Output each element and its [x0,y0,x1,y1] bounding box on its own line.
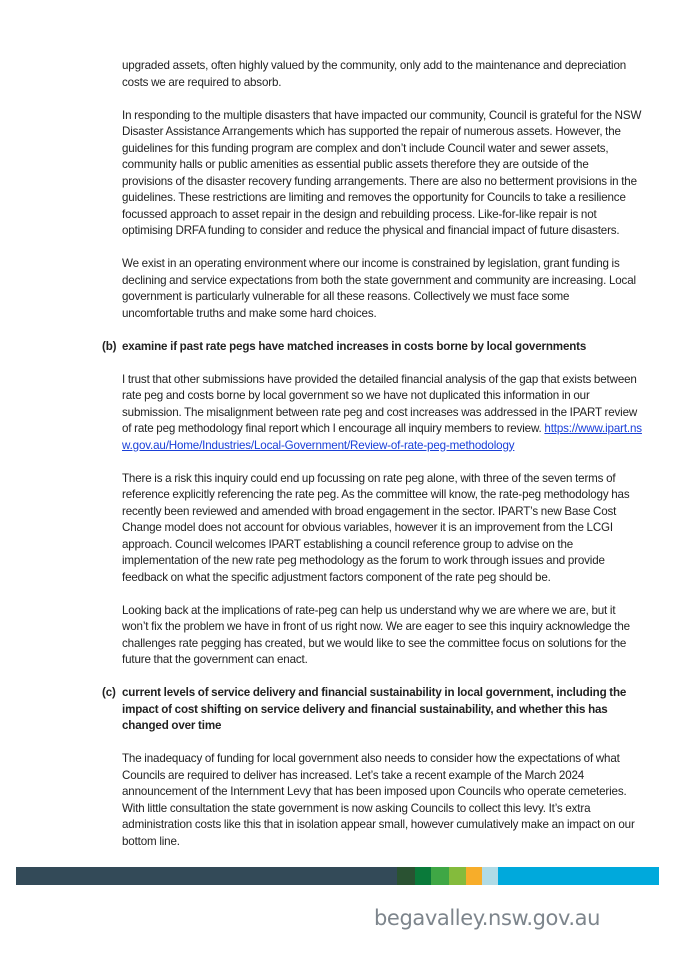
section-b-paragraph-1 [122,372,642,455]
footer-band-segment [466,867,482,885]
footer-website-logo: begavalley.nsw.gov.au [374,906,601,930]
footer-band-segment [415,867,431,885]
paragraph-intro-2: In responding to the multiple disasters that have impacted our community, Council is grateful for the NSW Disaster Assistance Arrangements which has supported the repair of numerous assets. However, the guidelines for this funding program are complex and don’t include Council water and sewer assets, community halls or public amenities as essential public assets therefore they are outside of the provisions of the disaster recovery funding arrangements. There are also no betterment provisions in the guidelines. These restrictions are limiting and removes the opportunity for Councils to take a resilience focussed approach to asset repair in the design and rebuilding process. Like-for-like repair is not optimising DRFA funding to consider and reduce the physical and financial impact of future disasters. [122,108,642,237]
paragraph-intro-1: upgraded assets, often highly valued by the community, only add to the maintenance and depreciation costs we are required to absorb. [122,59,627,89]
footer-band-segment [431,867,449,885]
section-b-marker: (b) [102,339,117,353]
footer-band-segment [482,867,498,885]
footer-color-band [16,867,659,885]
section-c-title: current levels of service delivery and financial sustainability in local government, including the impact of cost shifting on service delivery and financial sustainability, and whether this has changed over time [122,686,627,732]
section-c-paragraph-1: The inadequacy of funding for local government also needs to consider how the expectations of what Councils are required to deliver has increased. Let’s take a recent example of the March 2024 announcement of the Internment Levy that has been imposed upon Councils who operate cemeteries. With little consultation the state government is now asking Councils to collect this levy. It’s extra administration costs like this that in isolation appear small, however cumulatively make an impact on our bottom line. [122,752,635,848]
footer-band-segment [16,867,397,885]
section-b-paragraph-1-text: I trust that other submissions have provided the detailed financial analysis of the gap that exists between rate peg and costs borne by local government so we have not duplicated this information in our submission. The misalignment between rate peg and cost increases was addressed in the IPART review of rate peg methodology final report which I encourage all inquiry members to review. [122,372,638,435]
ipart-review-link[interactable]: https://www.ipart.nsw.gov.au/Home/Industries/Local-Government/Review-of-rate-peg-methodology [122,422,642,452]
section-b-paragraph-3: Looking back at the implications of rate-peg can help us understand why we are where we are, but it won’t fix the problem we have in front of us right now. We are eager to see this inquiry acknowledge the challenges rate pegging has created, but we would like to see the committee focus on solutions for the future that the government can enact. [122,603,630,666]
footer-band-segment [449,867,466,885]
paragraph-intro-3: We exist in an operating environment where our income is constrained by legislation, grant funding is declining and service expectations from both the state government and community are increasing. Local government is particularly vulnerable for all these reasons. Collectively we must face some uncomfortable truths and make some hard choices. [122,257,636,320]
section-b-heading [102,339,642,356]
section-c-heading [102,685,642,735]
section-b-title: examine if past rate pegs have matched increases in costs borne by local governments [122,339,587,353]
footer-band-segment [498,867,659,885]
section-b-paragraph-2: There is a risk this inquiry could end up focussing on rate peg alone, with three of the seven terms of reference explicitly referencing the rate peg. As the committee will know, the rate-peg methodology has recently been reviewed and amended with broad engagement in the sector. IPART’s new Base Cost Change model does not account for obvious variables, however it is an improvement from the LCGI approach. Council welcomes IPART establishing a council reference group to advise on the implementation of the new rate peg methodology as the forum to work through issues and provide feedback on what the specific adjustment factors component of the rate peg should be. [122,471,630,584]
footer-band-segment [397,867,415,885]
section-c-marker: (c) [102,686,116,699]
document-body [102,58,642,867]
